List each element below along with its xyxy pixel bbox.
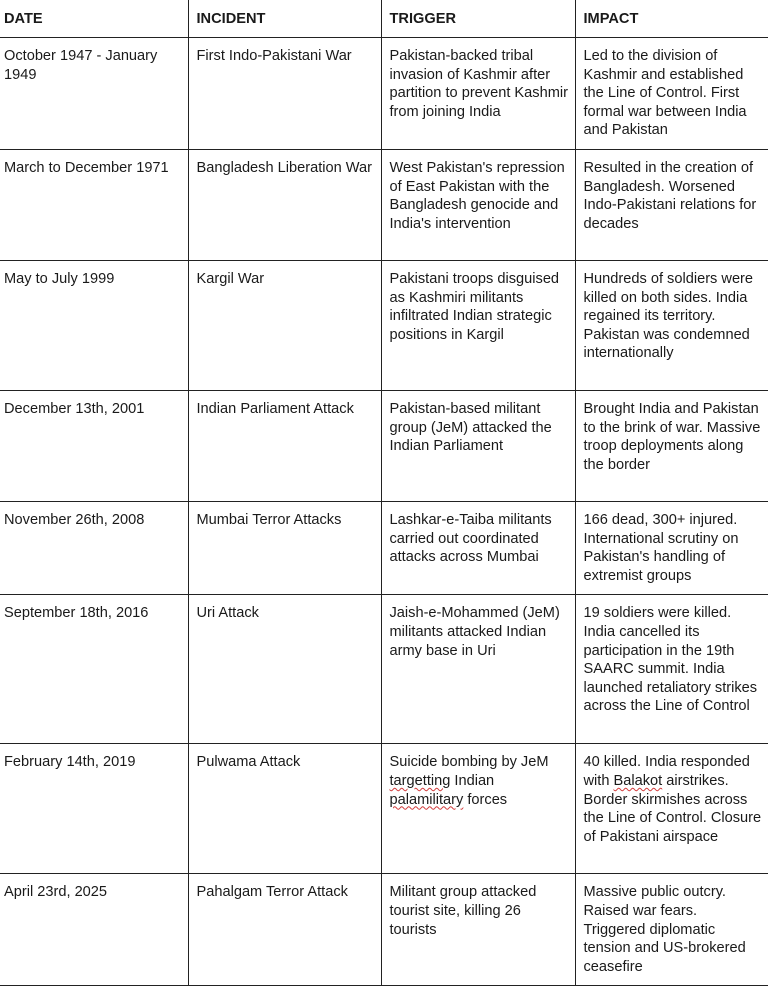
incident-cell: Uri Attack	[188, 595, 381, 744]
header-date: DATE	[0, 0, 188, 38]
header-incident: INCIDENT	[188, 0, 381, 38]
table-row	[0, 874, 768, 986]
incident-cell: Pahalgam Terror Attack	[188, 874, 381, 986]
impact-cell: Massive public outcry. Raised war fears. Triggered diplomatic tension and US-brokered ceasefire	[575, 874, 768, 986]
impact-cell: Resulted in the creation of Bangladesh. Worsened Indo-Pakistani relations for decades	[575, 150, 768, 261]
table-row	[0, 502, 768, 595]
trigger-cell: Pakistan-based militant group (JeM) attacked the Indian Parliament	[381, 391, 575, 502]
trigger-cell: Jaish-e-Mohammed (JeM) militants attacked Indian army base in Uri	[381, 595, 575, 744]
incident-cell: Pulwama Attack	[188, 744, 381, 874]
spellcheck-flagged-word: Balakot	[613, 772, 663, 789]
trigger-cell: Pakistan-backed tribal invasion of Kashmir after partition to prevent Kashmir from joining India	[381, 38, 575, 150]
table-row	[0, 391, 768, 502]
spellcheck-flagged-word: targetting	[389, 772, 451, 789]
impact-cell: 166 dead, 300+ injured. International scrutiny on Pakistan's handling of extremist groups	[575, 502, 768, 595]
date-cell: December 13th, 2001	[0, 391, 188, 502]
trigger-cell: Militant group attacked tourist site, killing 26 tourists	[381, 874, 575, 986]
impact-cell: Brought India and Pakistan to the brink of war. Massive troop deployments along the border	[575, 391, 768, 502]
table-row	[0, 261, 768, 391]
incident-cell: First Indo-Pakistani War	[188, 38, 381, 150]
incident-cell: Mumbai Terror Attacks	[188, 502, 381, 595]
table-row	[0, 744, 768, 874]
trigger-text: Indian	[450, 772, 495, 789]
trigger-cell: Pakistani troops disguised as Kashmiri militants infiltrated Indian strategic positions in Kargil	[381, 261, 575, 391]
incident-cell: Kargil War	[188, 261, 381, 391]
date-cell: October 1947 - January 1949	[0, 38, 188, 150]
impact-cell: 19 soldiers were killed. India cancelled its participation in the 19th SAARC summit. India launched retaliatory strikes across the Line of Control	[575, 595, 768, 744]
table-row	[0, 38, 768, 150]
date-cell: March to December 1971	[0, 150, 188, 261]
incident-cell: Bangladesh Liberation War	[188, 150, 381, 261]
impact-text: airstrikes. Border skirmishes across the Line of Control. Closure of Pakistani airspace	[583, 772, 762, 845]
trigger-text: forces	[463, 791, 508, 808]
spellcheck-flagged-word: palamilitary	[389, 791, 464, 808]
trigger-cell	[381, 744, 575, 874]
impact-cell: Hundreds of soldiers were killed on both sides. India regained its territory. Pakistan was condemned internationally	[575, 261, 768, 391]
header-impact: IMPACT	[575, 0, 768, 38]
date-cell: September 18th, 2016	[0, 595, 188, 744]
impact-cell: Led to the division of Kashmir and established the Line of Control. First formal war between India and Pakistan	[575, 38, 768, 150]
date-cell: November 26th, 2008	[0, 502, 188, 595]
table-row	[0, 595, 768, 744]
trigger-cell: West Pakistan's repression of East Pakistan with the Bangladesh genocide and India's intervention	[381, 150, 575, 261]
trigger-text: Suicide bombing by JeM	[389, 754, 549, 771]
incident-cell: Indian Parliament Attack	[188, 391, 381, 502]
header-row	[0, 0, 768, 38]
trigger-cell: Lashkar-e-Taiba militants carried out coordinated attacks across Mumbai	[381, 502, 575, 595]
date-cell: May to July 1999	[0, 261, 188, 391]
table-row	[0, 150, 768, 261]
impact-cell	[575, 744, 768, 874]
date-cell: April 23rd, 2025	[0, 874, 188, 986]
date-cell: February 14th, 2019	[0, 744, 188, 874]
header-trigger: TRIGGER	[381, 0, 575, 38]
impact-text: 40 killed. India responded with	[583, 754, 750, 789]
